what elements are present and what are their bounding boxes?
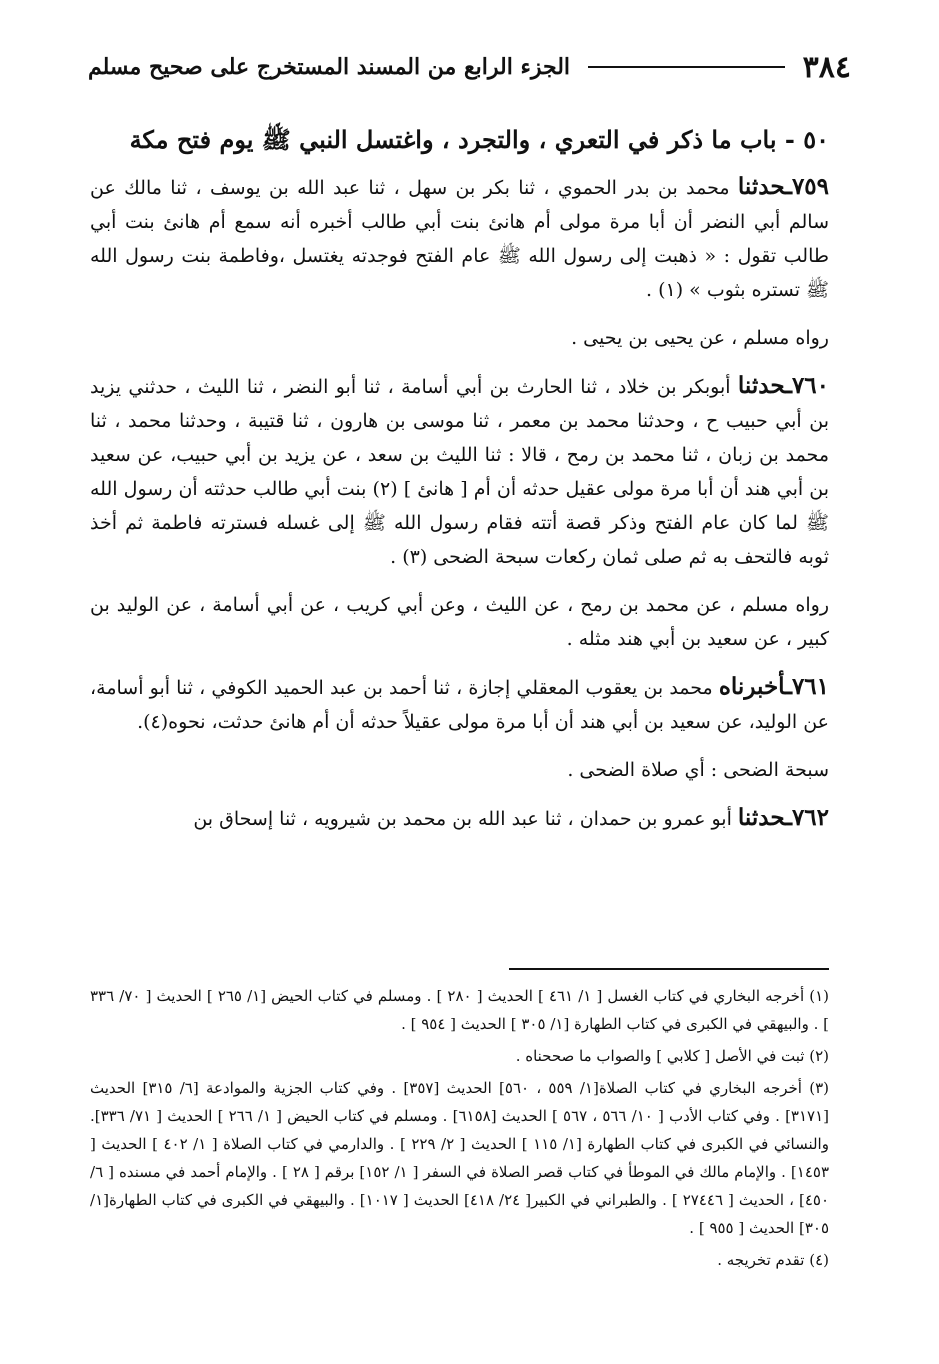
hadith-762	[90, 801, 829, 836]
footnote-3: (٣) أخرجه البخاري في كتاب الصلاة[١/ ٥٥٩ ، ٥٦٠] الحديث [٣٥٧] . وفي كتاب الجزية والموادعة [٦/ ٣١٥] الحديث [٣١٧١] . وفي كتاب الأدب [ ١٠/ ٥٦٦ ، ٥٦٧ ] الحديث [٦١٥٨] . ومسلم في كتاب الحيض [ ١/ ٢٦٦ ] الحديث [ ٧١/ ٣٣٦]. والنسائي في الكبرى في كتاب الطهارة [١/ ١١٥ ] الحديث [ ٢/ ٢٢٩ ] . والدارمي في كتاب الصلاة [ ١/ ٤٠٢ ] الحديث [ ١٤٥٣] . والإمام مالك في الموطأ في كتاب قصر الصلاة في السفر [ ١/ ١٥٢] برقم [ ٢٨ ] . والإمام أحمد في مسنده [ ٦/ ٤٥٠] ، الحديث [ ٢٧٤٤٦ ] . والطبراني في الكبير[ ٢٤/ ٤١٨] الحديث [ ١٠١٧] . والبيهقي في الكبرى في كتاب الطهارة[١/ ٣٠٥] الحديث [ ٩٥٥ ] .	[90, 1079, 830, 1237]
chapter-title: ٥٠ - باب ما ذكر في التعري ، والتجرد ، واغتسل النبي ﷺ يوم فتح مكة	[129, 125, 829, 154]
hadith-keyword: ـحدثنا	[737, 173, 792, 200]
footnote-2: (٢) ثبت في الأصل [ كلابي ] والصواب ما صححناه .	[515, 1047, 829, 1065]
hadith-number: ٧٦٢	[791, 804, 829, 831]
hadith-text: محمد بن يعقوب المعقلي إجازة ، ثنا أحمد بن عبد الحميد الكوفي ، ثنا أبو أسامة، عن الوليد، عن سعيد بن أبي هند أن أبا مرة مولى عقيلاً حدثه أن أم هانئ حدثت، نحوه(٤).	[90, 677, 829, 733]
main-text	[90, 170, 829, 850]
hadith-keyword: ـحدثنا	[737, 372, 792, 399]
hadith-keyword: ـأخبرناه	[718, 673, 792, 700]
narration-note: رواه مسلم ، عن محمد بن رمح ، عن الليث ، وعن أبي كريب ، عن أبي أسامة ، عن الوليد بن كبير ، عن سعيد بن أبي هند مثله .	[90, 594, 829, 650]
gloss-note: سبحة الضحى : أي صلاة الضحى .	[567, 759, 829, 781]
hadith-number: ٧٥٩	[791, 173, 829, 200]
footnote-4: (٤) تقدم تخريجه .	[717, 1251, 829, 1269]
running-title: الجزء الرابع من المسند المستخرج على صحيح مسلم	[88, 54, 571, 80]
footnotes	[90, 982, 829, 1278]
footnote-divider	[509, 968, 829, 970]
hadith-761	[90, 670, 829, 739]
hadith-number: ٧٦١	[791, 673, 829, 700]
hadith-759	[90, 170, 829, 307]
hadith-keyword: ـحدثنا	[737, 804, 792, 831]
page-number: ٣٨٤	[802, 49, 851, 85]
hadith-text: محمد بن بدر الحموي ، ثنا بكر بن سهل ، ثنا عبد الله بن يوسف ، ثنا مالك عن سالم أبي النضر أن أبا مرة مولى أم هانئ بنت أبي طالب أخبره أنه سمع أم هانئ بنت أبي طالب تقول : « ذهبت إلى رسول الله ﷺ عام الفتح فوجدته يغتسل ،وفاطمة بنت رسول الله ﷺ تستره بثوب » (١) .	[90, 177, 829, 301]
hadith-number: ٧٦٠	[791, 372, 829, 399]
hadith-text: أبوبكر بن خلاد ، ثنا الحارث بن أبي أسامة ، ثنا أبو النضر ، ثنا الليث ، حدثني يزيد بن أبي حبيب ح ، وحدثنا محمد بن معمر ، ثنا موسى بن هارون ، ثنا قتيبة ، وحدثنا محمد ، ثنا محمد بن زبان ، ثنا محمد بن رمح ، قالا : ثنا الليث بن سعد ، عن يزيد بن أبي حبيب، عن سعيد بن أبي هند أن أبا مرة مولى عقيل حدثه أن أم [ هانئ ] (٢) بنت أبي طالب حدثته أن رسول الله ﷺ لما كان عام الفتح وذكر قصة أتته فقام رسول الله ﷺ إلى غسله فسترته فاطمة ثم أخذ ثوبه فالتحف به ثم صلى ثمان ركعات سبحة الضحى (٣) .	[90, 376, 829, 568]
header-divider	[588, 66, 785, 68]
hadith-760	[90, 369, 829, 574]
narration-note: رواه مسلم ، عن يحيى بن يحيى .	[571, 327, 829, 349]
footnote-1: (١) أخرجه البخاري في كتاب الغسل [ ١/ ٤٦١ ] الحديث [ ٢٨٠ ] . ومسلم في كتاب الحيض [١/ ٢٦٥ ] الحديث [ ٧٠/ ٣٣٦ ] . والبيهقي في الكبرى في كتاب الطهارة [١/ ٣٠٥ ] الحديث [ ٩٥٤ ] .	[90, 987, 830, 1033]
page-header	[88, 42, 851, 92]
hadith-text: أبو عمرو بن حمدان ، ثنا عبد الله بن محمد بن شيرويه ، ثنا إسحاق بن	[193, 808, 738, 830]
